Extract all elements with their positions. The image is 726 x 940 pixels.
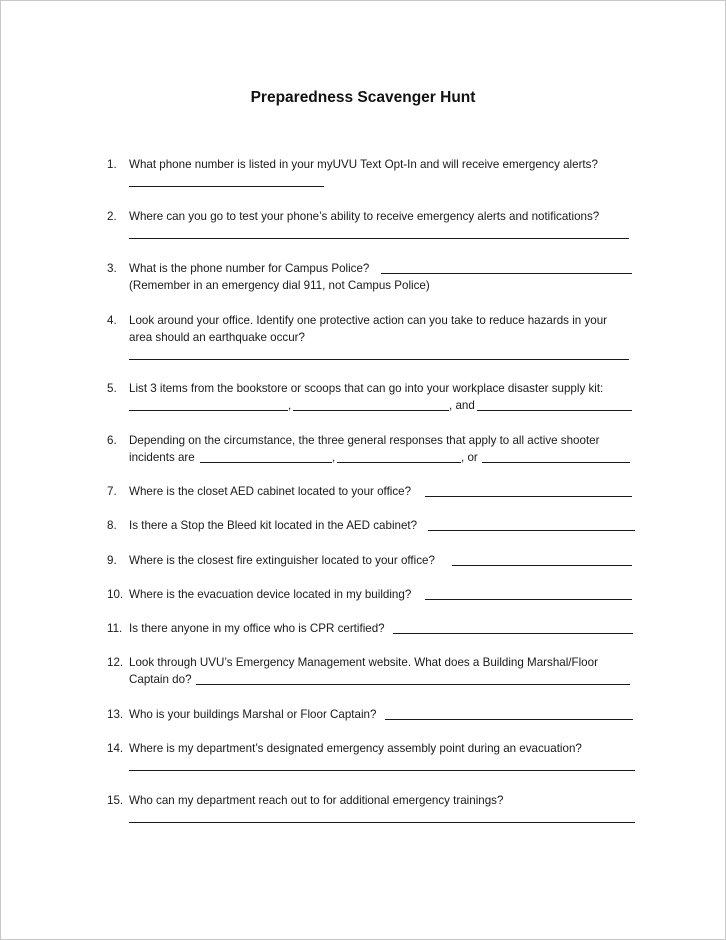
answer-blank-2[interactable] [337,449,461,463]
question-text: What phone number is listed in your myUVU Text Opt-In and will receive emergency alerts? [129,158,598,171]
separator: , or [461,451,478,464]
answer-blank[interactable] [452,552,632,566]
answer-blank[interactable] [129,809,635,823]
answer-blank-1[interactable] [200,449,332,463]
answer-blank[interactable] [385,706,633,720]
answer-blank[interactable] [425,586,632,600]
question-text-continued: area should an earthquake occur? [129,331,305,344]
answer-blank-3[interactable] [482,449,630,463]
question-text: Is there a Stop the Bleed kit located in the AED cabinet? [129,519,418,532]
answer-blank[interactable] [129,173,324,187]
answer-blank-2[interactable] [293,397,449,411]
question-number: 13. [107,708,124,721]
question-text: Look through UVU’s Emergency Management website. What does a Building Marshal/Floor [129,656,598,669]
question-number: 4. [107,314,117,327]
question-number: 9. [107,554,117,567]
separator: , and [449,399,475,412]
question-text: List 3 items from the bookstore or scoops that can go into your workplace disaster supply kit: [129,382,604,395]
separator: , [332,451,336,464]
answer-blank[interactable] [381,260,632,274]
question-note: (Remember in an emergency dial 911, not Campus Police) [129,279,430,292]
question-text: Look around your office. Identify one protective action can you take to reduce hazards in your [129,314,607,327]
question-text: Where is the closet AED cabinet located to your office? [129,485,412,498]
question-number: 5. [107,382,117,395]
question-number: 6. [107,434,117,447]
question-number: 11. [107,622,123,635]
separator: , [288,399,292,412]
answer-blank[interactable] [129,346,629,360]
question-number: 15. [107,794,124,807]
question-text: Where is the closest fire extinguisher located to your office? [129,554,435,567]
question-number: 2. [107,210,117,223]
question-number: 14. [107,742,124,755]
question-number: 8. [107,519,117,532]
answer-blank[interactable] [196,671,630,685]
question-number: 3. [107,262,117,275]
question-text: Who can my department reach out to for additional emergency trainings? [129,794,504,807]
question-text: What is the phone number for Campus Police? [129,262,370,275]
answer-blank[interactable] [393,620,633,634]
question-text: Where can you go to test your phone’s ability to receive emergency alerts and notifications? [129,210,600,223]
question-text: Where is my department’s designated emergency assembly point during an evacuation? [129,742,582,755]
question-text-continued: incidents are [129,451,195,464]
answer-blank[interactable] [428,517,635,531]
page-title: Preparedness Scavenger Hunt [250,89,476,106]
answer-blank[interactable] [129,757,635,771]
answer-blank-3[interactable] [477,397,632,411]
answer-blank[interactable] [129,225,629,239]
question-number: 7. [107,485,117,498]
question-number: 12. [107,656,124,669]
question-text-continued: Captain do? [129,673,192,686]
question-text: Depending on the circumstance, the three general responses that apply to all active shooter [129,434,600,447]
answer-blank-1[interactable] [129,397,288,411]
question-text: Is there anyone in my office who is CPR certified? [129,622,385,635]
question-number: 10. [107,588,124,601]
answer-blank[interactable] [425,483,632,497]
question-text: Who is your buildings Marshal or Floor Captain? [129,708,377,721]
question-number: 1. [107,158,117,171]
question-text: Where is the evacuation device located in my building? [129,588,412,601]
